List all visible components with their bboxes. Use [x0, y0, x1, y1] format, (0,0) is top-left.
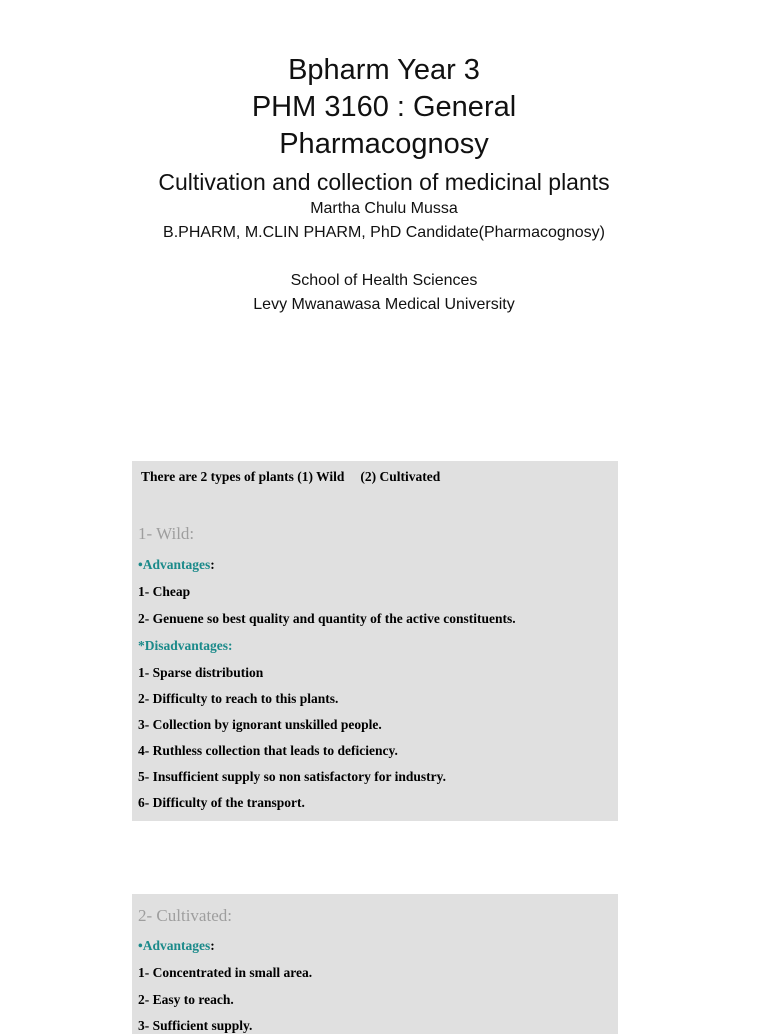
cultivated-heading: 2- Cultivated: [138, 906, 232, 925]
university-name: Levy Mwanawasa Medical University [253, 296, 515, 313]
plant-types-intro: There are 2 types of plants (1) Wild (2) Cultivated [141, 469, 441, 484]
list-item: 4- Ruthless collection that leads to deficiency. [138, 743, 398, 758]
author-name: Martha Chulu Mussa [310, 200, 458, 217]
advantages-label: •Advantages: [138, 557, 215, 572]
wild-heading: 1- Wild: [138, 524, 195, 543]
list-item: 1- Sparse distribution [138, 665, 264, 680]
list-item: 2- Difficulty to reach to this plants. [138, 691, 339, 706]
list-item: 1- Cheap [138, 584, 191, 599]
disadvantages-label: *Disadvantages: [138, 638, 233, 653]
advantages-label: •Advantages: [138, 938, 215, 953]
cultivated-plants-slide [132, 894, 618, 1034]
title-slide [0, 52, 768, 317]
list-item: 6- Difficulty of the transport. [138, 795, 305, 810]
list-item: 3- Collection by ignorant unskilled people. [138, 717, 382, 732]
lecture-subtitle: Cultivation and collection of medicinal plants [158, 169, 610, 195]
course-name: Pharmacognosy [279, 128, 489, 160]
course-code: PHM 3160 : General [251, 91, 517, 123]
list-item: 5- Insufficient supply so non satisfactory for industry. [138, 769, 447, 784]
list-item: 2- Genuene so best quality and quantity of the active constituents. [138, 611, 516, 626]
wild-plants-slide [132, 461, 618, 821]
author-credentials: B.PHARM, M.CLIN PHARM, PhD Candidate(Pharmacognosy) [163, 224, 605, 241]
school-name: School of Health Sciences [290, 272, 478, 289]
list-item: 2- Easy to reach. [138, 992, 234, 1007]
list-item: 1- Concentrated in small area. [138, 965, 313, 980]
list-item: 3- Sufficient supply. [138, 1018, 253, 1033]
course-year: Bpharm Year 3 [288, 54, 480, 86]
